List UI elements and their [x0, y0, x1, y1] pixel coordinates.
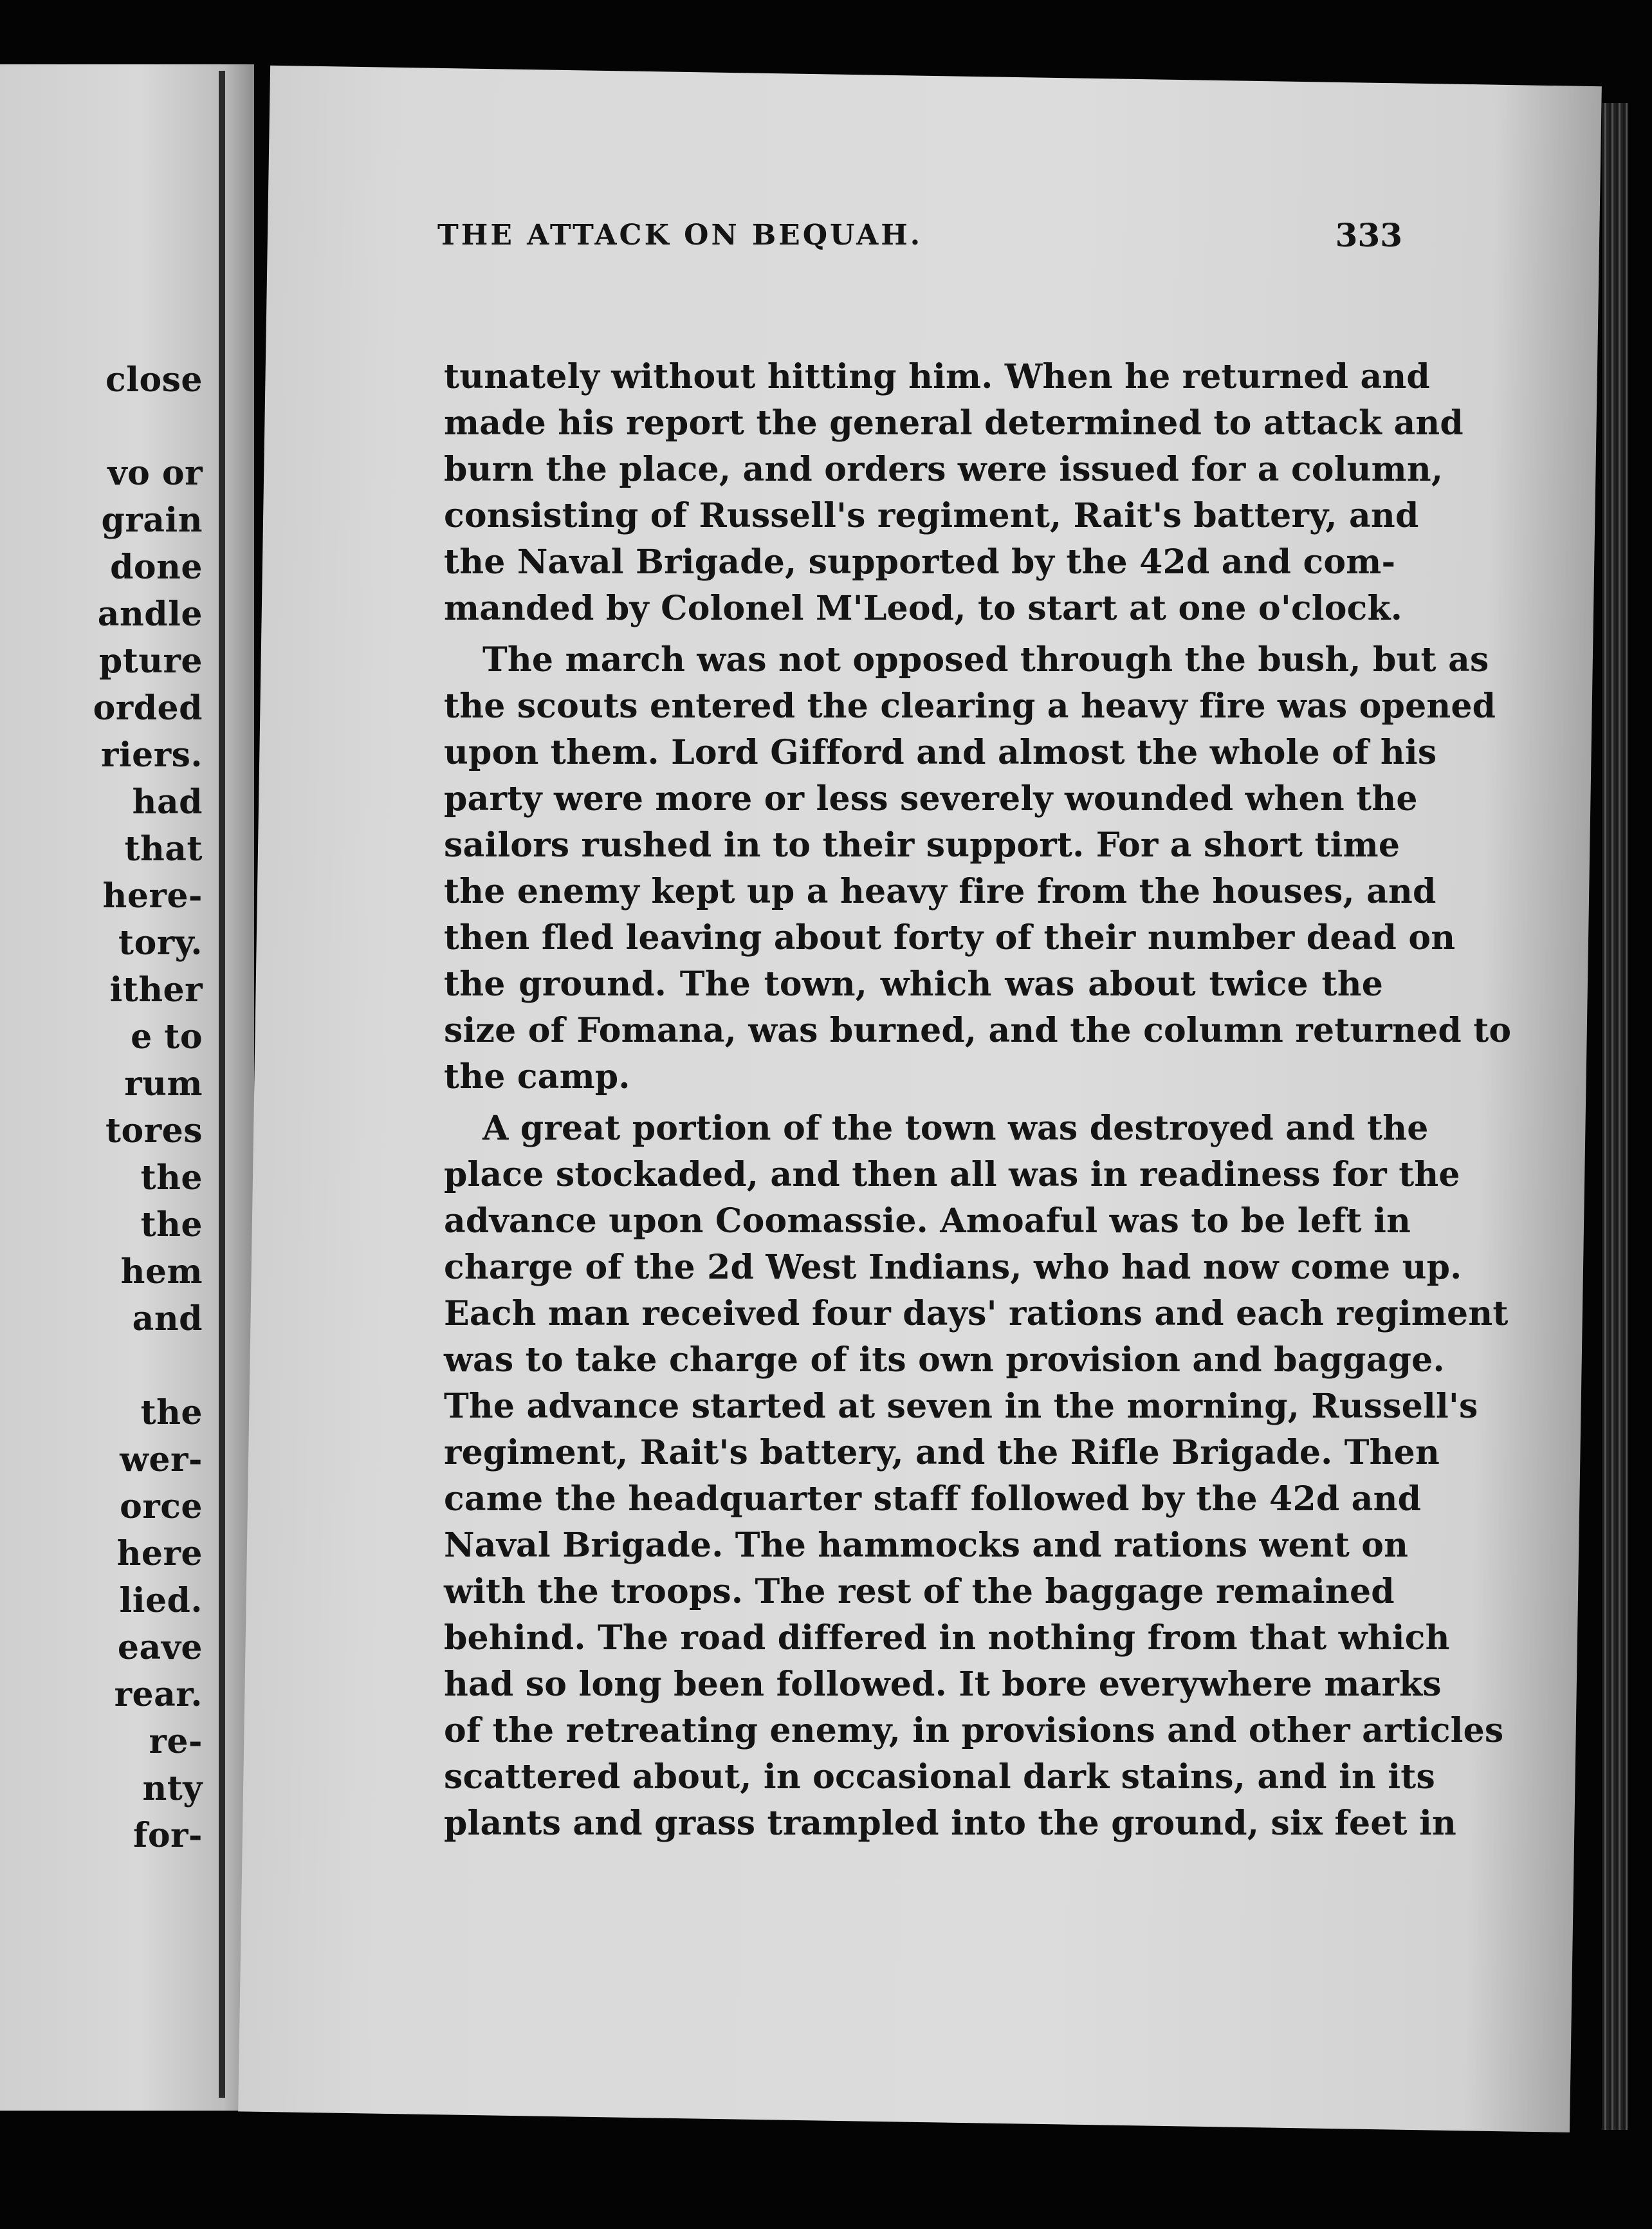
left-line: hem	[120, 1252, 203, 1291]
text-line: the enemy kept up a heavy fire from the houses, and	[444, 872, 1436, 911]
left-line: pture	[98, 642, 203, 681]
left-line: nty	[142, 1769, 203, 1808]
text-line: Naval Brigade. The hammocks and rations went on	[444, 1526, 1409, 1565]
text-line: regiment, Rait's battery, and the Rifle Brigade. Then	[444, 1433, 1440, 1472]
left-line: that	[124, 829, 203, 869]
left-line: close	[106, 360, 203, 400]
text-line: charge of the 2d West Indians, who had now come up.	[444, 1248, 1462, 1287]
left-line: the	[140, 1393, 203, 1432]
text-line: with the troops. The rest of the baggage remained	[444, 1572, 1395, 1611]
text-line: came the headquarter staff followed by the 42d and	[444, 1479, 1422, 1519]
left-line: had	[132, 782, 203, 822]
text-line: size of Fomana, was burned, and the column returned to	[444, 1011, 1512, 1050]
left-line: lied.	[119, 1581, 203, 1620]
text-line: A great portion of the town was destroyed and the	[482, 1109, 1429, 1148]
left-line: for-	[133, 1816, 203, 1855]
page-edge-stack	[1602, 103, 1628, 2130]
text-line: plants and grass trampled into the ground, six feet in	[444, 1804, 1457, 1843]
left-line: orce	[120, 1487, 203, 1526]
page-number: 333	[1335, 216, 1402, 254]
left-line: orded	[93, 689, 203, 728]
page-header	[437, 216, 1402, 270]
left-line: grain	[101, 501, 203, 540]
text-line: behind. The road differed in nothing from that which	[444, 1618, 1450, 1658]
text-line: place stockaded, and then all was in readiness for the	[444, 1155, 1460, 1194]
left-line: ither	[109, 970, 203, 1010]
text-line: the scouts entered the clearing a heavy fire was opened	[444, 687, 1496, 726]
left-line: tory.	[118, 923, 203, 963]
text-line: manded by Colonel M'Leod, to start at one o'clock.	[444, 589, 1403, 628]
left-line: rear.	[114, 1675, 203, 1714]
text-line: of the retreating enemy, in provisions and other articles	[444, 1711, 1504, 1750]
text-line: was to take charge of its own provision and baggage.	[444, 1340, 1445, 1380]
left-line: andle	[97, 595, 203, 634]
left-line: e to	[131, 1017, 203, 1057]
text-line: made his report the general determined to attack and	[444, 403, 1464, 443]
left-line: the	[140, 1158, 203, 1198]
text-line: sailors rushed in to their support. For a short time	[444, 826, 1400, 865]
left-line: re-	[149, 1722, 203, 1761]
left-line: rum	[124, 1064, 203, 1104]
text-line: party were more or less severely wounded when the	[444, 779, 1418, 819]
left-line: here-	[102, 876, 203, 916]
left-line: tores	[106, 1111, 203, 1151]
page-gutter-shadow	[219, 71, 225, 2098]
text-line: upon them. Lord Gifford and almost the whole of his	[444, 733, 1437, 772]
left-line: and	[132, 1299, 203, 1338]
text-line: scattered about, in occasional dark stains, and in its	[444, 1757, 1435, 1797]
text-line: advance upon Coomassie. Amoaful was to be left in	[444, 1201, 1411, 1241]
text-line: had so long been followed. It bore everywhere marks	[444, 1665, 1442, 1704]
left-line: wer-	[120, 1440, 203, 1479]
text-line: consisting of Russell's regiment, Rait's battery, and	[444, 496, 1419, 535]
left-line: vo or	[107, 454, 203, 493]
left-line: done	[110, 548, 203, 587]
text-line: the Naval Brigade, supported by the 42d and com-	[444, 542, 1396, 582]
running-head: THE ATTACK ON BEQUAH.	[437, 219, 923, 252]
text-line: the camp.	[444, 1057, 630, 1096]
left-page-fragment	[0, 64, 254, 2111]
left-line: eave	[117, 1628, 203, 1667]
text-line: Each man received four days' rations and each regiment	[444, 1294, 1509, 1333]
text-line: then fled leaving about forty of their number dead on	[444, 918, 1456, 957]
text-line: The march was not opposed through the bush, but as	[482, 640, 1489, 680]
left-line: the	[140, 1205, 203, 1244]
text-line: the ground. The town, which was about twice the	[444, 965, 1383, 1004]
text-line: The advance started at seven in the morning, Russell's	[444, 1387, 1478, 1426]
text-line: tunately without hitting him. When he returned and	[444, 357, 1430, 396]
text-line: burn the place, and orders were issued for a column,	[444, 450, 1444, 489]
left-line: here	[116, 1534, 203, 1573]
left-line: riers.	[100, 735, 203, 775]
